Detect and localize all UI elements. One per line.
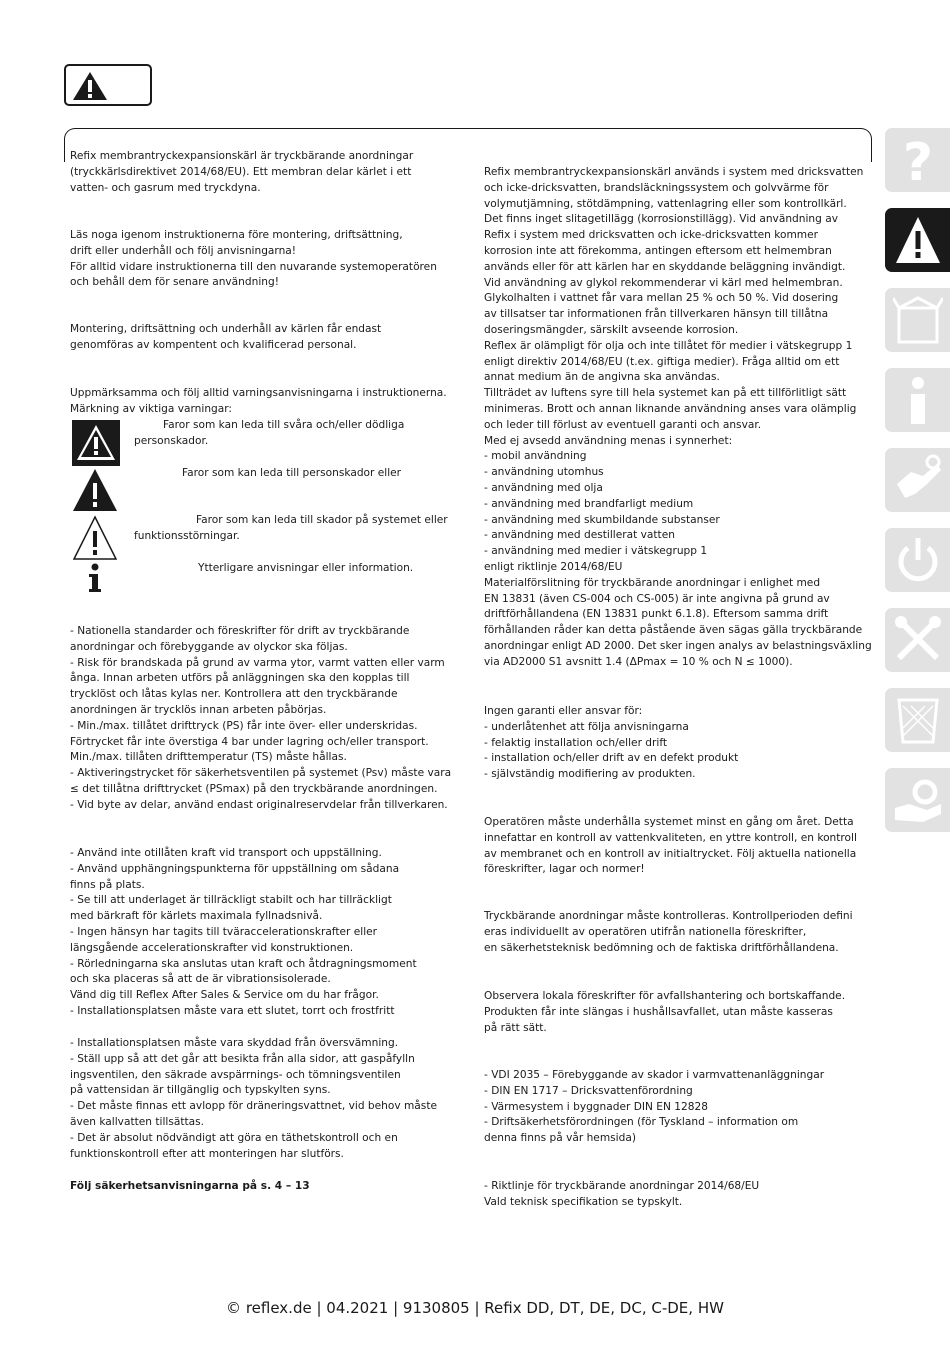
tab-box[interactable]	[885, 288, 950, 352]
disposal-paragraph: Observera lokala föreskrifter för avfallshantering och bortskaffande. Produkten får inte slängas i hushållsavfallet, utan måste kasseras på rätt sätt.	[484, 990, 846, 1034]
caution-text-2: funktionsstörningar.	[134, 530, 240, 542]
personnel-paragraph: Montering, driftsättning och underhåll av kärlen får endast genomföras av kompentent och kvalificerad personal.	[70, 323, 382, 351]
tools-icon	[893, 614, 943, 666]
info-text: Ytterligare anvisningar eller information.	[198, 562, 414, 574]
svg-text:?: ?	[902, 134, 934, 186]
read-instructions-paragraph: Läs noga igenom instruktionerna före montering, driftsättning, drift eller underhåll och följ anvisningarna! För alltid vidare instruktionerna till den nuvarande systemoperatören och behåll dem för senare användning!	[70, 229, 437, 289]
danger-icon	[72, 420, 120, 466]
usage-paragraph: Refix membrantryckexpansionskärl används i system med dricksvatten och icke-dricksvatten, brandsläckningssystem och golvvärme för volymutjämning, stötdämpning, vattenlagring eller som kontrollkärl. Det finns inget slitagetillägg (korrosionstillägg). Vid användning av Refix i system med dricksvatten och icke-dricksvatten kommer korrosion inte att förekomma, antingen eftersom ett helmembran används eller för att kärlen har en skyddande beläggning invändigt. Vid användning av glykol rekommenderar vi kärl med helmembran. Glykolhalten i vattnet får vara mellan 25 % och 50 %. Vid dosering av tillsatser tar informationen från tillverkaren hänsyn till tillåtna doseringsmängder, särskilt avseende korrosion. Reflex är olämpligt för olja och inte tillåtet för medier i vätskegrupp 1 enligt direktiv 2014/68/EU (t.ex. giftiga medier). Fråga alltid om ett annat medium än de angivna ska användas. Tillträdet av luftens syre till hela systemet kan på ett tillförlitligt sätt minimeras. Brott och annan liknande användning anses vara olämplig och leder till förlust av eventuell garanti och ansvar. Med ej avsedd användning menas i synnerhet: - mobil användning - användning utomhus - användning med olja - användning med brandfarligt medium - användning med skumbildande substanser - användning med destillerat vatten - användning med medier i vätskegrupp 1 enligt riktlinje 2014/68/EU Materialförslitning för tryckbärande anordningar i enlighet med EN 13831 (även CS-004 och CS-005) är inte angivna på grund av driftförhållandena (EN 13831 punkt 6.1.8). Eftersom samma drift förhållanden råder kan detta påstående även sägas gälla tryckbärande anordningar enligt AD 2000. Det sker ingen analys av belastningsväxling via AD2000 S1 avsnitt 1.4 (ΔPmax = 10 % och N ≤ 1000).	[484, 166, 872, 668]
safety-list-1: - Nationella standarder och föreskrifter för drift av tryckbärande anordningar och förebyggande av olyckor ska följas. - Risk för brandskada på grund av varma ytor, varmt vatten eller varm ånga. Innan arbeten utförs på anläggningen ska den kopplas till trycklöst och låtas kylas ner. Kontrollera att den tryckbärande anordningen är trycklös innan arbeten påbörjas. - Min./max. tillåtet drifttryck (PS) får inte över- eller underskridas. Förtrycket får inte överstiga 4 bar under lagring och/eller transport. Min./max. tillåten drifttemperatur (TS) måste hållas. - Aktiveringstrycket för säkerhetsventilen på systemet (Psv) måste vara ≤ det tillåtna drifttrycket (PSmax) på den tryckbärande anordningen. - Vid byte av delar, använd endast originalreservdelar från tillverkaren.	[70, 625, 452, 811]
standards-list: - VDI 2035 – Förebyggande av skador i varmvattenanläggningar - DIN EN 1717 – Dricksvattenförordning - Värmesystem i byggnader DIN EN 12828 - Driftsäkerhetsförordningen (för Tyskland – information om denna finns på vår hemsida)	[484, 1069, 825, 1145]
safety-reference: Följ säkerhetsanvisningarna på s. 4 – 13	[70, 1180, 310, 1192]
info-icon	[87, 563, 103, 593]
handshake-icon	[893, 454, 943, 506]
warning-icon	[893, 214, 943, 266]
danger-text-2: personskador.	[134, 435, 209, 447]
safety-list-2: - Använd inte otillåten kraft vid transport och uppställning. - Använd upphängningspunkterna för uppställning om sådana finns på plats. - Se till att underlaget är tillräckligt stabilt och har tillräckligt med bärkraft för kärlets maximala fyllnadsnivå. - Ingen hänsyn har tagits till tväraccelerationskrafter eller längsgående accelerationskrafter vid konstruktionen. - Rörledningarna ska anslutas utan kraft och åtdragningsmoment och ska placeras så att de är vibrationsisolerade. Vänd dig till Reflex After Sales & Service om du har frågor. - Installationsplatsen måste vara ett slutet, torrt och frostfritt	[70, 847, 417, 1017]
page-footer: © reflex.de | 04.2021 | 9130805 | Refix DD, DT, DE, DC, C-DE, HW	[226, 1299, 724, 1317]
caution-text: Faror som kan leda till skador på systemet eller	[196, 514, 448, 526]
safety-list-3: - Installationsplatsen måste vara skyddad från översvämning. - Ställ upp så att det går att besikta från alla sidor, att gaspåfylln ingsventilen, den säkrade avspärrnings- och tömningsventilen på vattensidan är tillgänglig och typskylten syns. - Det måste finnas ett avlopp för dräneringsvattnet, vid behov måste även kallvatten tillsättas. - Det är absolut nödvändigt att göra en täthetskontroll och en funktionskontroll efter att monteringen har slutförs.	[70, 1037, 437, 1160]
intro-paragraph: Refix membrantryckexpansionskärl är tryckbärande anordningar (tryckkärlsdirektivet 2014/68/EU). Ett membran delar kärlet i ett vatten- och gasrum med tryckdyna.	[70, 150, 414, 194]
caution-icon	[72, 515, 118, 561]
info-icon	[893, 374, 943, 426]
tab-power[interactable]	[885, 528, 950, 592]
service-icon	[893, 774, 943, 826]
warning-text: Faror som kan leda till personskador eller	[182, 467, 402, 479]
warning-triangle-icon	[72, 71, 108, 101]
warnings-intro-paragraph: Uppmärksamma och följ alltid varningsanvisningarna i instruktionerna. Märkning av viktiga varningar:	[70, 387, 447, 415]
tab-info[interactable]	[885, 368, 950, 432]
maintenance-paragraph: Operatören måste underhålla systemet minst en gång om året. Detta innefattar en kontroll av vattenkvaliteten, en yttre kontroll, en kontroll av membranet och en kontroll av initialtrycket. Följ aktuella nationella föreskrifter, lagar och normer!	[484, 816, 857, 876]
tab-tools[interactable]	[885, 608, 950, 672]
trash-icon	[893, 694, 943, 746]
warranty-paragraph: Ingen garanti eller ansvar för: - underlåtenhet att följa anvisningarna - felaktig installation och/eller drift - installation och/eller drift av en defekt produkt - självständig modifiering av produkten.	[484, 705, 739, 781]
power-icon	[893, 534, 943, 586]
inspection-paragraph: Tryckbärande anordningar måste kontrolleras. Kontrollperioden defini eras individuellt av operatören utifrån nationella föreskrifter, en säkerhetsteknisk bedömning och de faktiska driftförhållandena.	[484, 910, 853, 954]
box-icon	[893, 294, 943, 346]
tab-trash[interactable]	[885, 688, 950, 752]
question-icon	[893, 134, 943, 186]
tab-question[interactable]	[885, 128, 950, 192]
tab-service[interactable]	[885, 768, 950, 832]
warning-icon	[72, 468, 118, 512]
danger-text: Faror som kan leda till svåra och/eller dödliga	[163, 419, 405, 431]
directive-paragraph: - Riktlinje för tryckbärande anordningar 2014/68/EU Vald teknisk specifikation se typskylt.	[484, 1180, 760, 1208]
tab-warning[interactable]	[885, 208, 950, 272]
tab-handshake[interactable]	[885, 448, 950, 512]
warning-badge	[64, 64, 152, 106]
